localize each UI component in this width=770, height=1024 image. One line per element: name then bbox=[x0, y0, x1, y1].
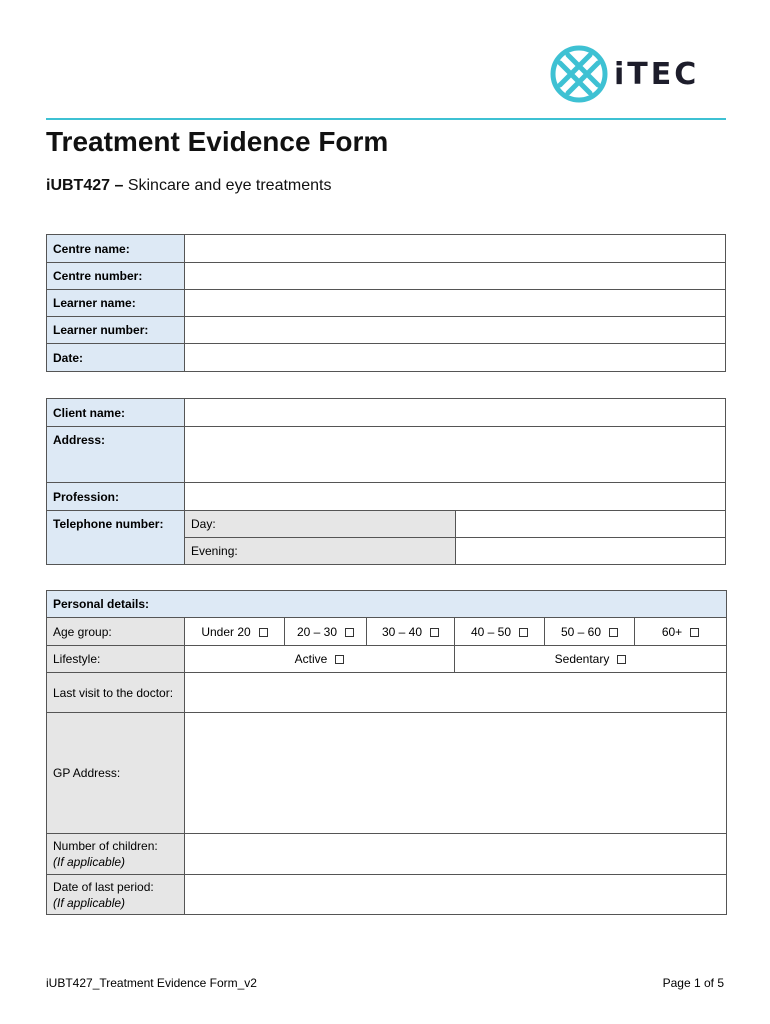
gp-address-label: GP Address: bbox=[47, 713, 185, 834]
centre-number-field[interactable] bbox=[185, 263, 726, 290]
age-label: 40 – 50 bbox=[470, 624, 512, 639]
unit-name: Skincare and eye treatments bbox=[127, 177, 332, 194]
age-label: Under 20 bbox=[201, 624, 251, 639]
telephone-label: Telephone number: bbox=[47, 511, 185, 565]
checkbox-icon[interactable] bbox=[259, 628, 268, 637]
age-option-under-20[interactable] bbox=[185, 618, 285, 646]
evening-label: Evening: bbox=[185, 538, 456, 565]
date-field[interactable] bbox=[185, 344, 726, 372]
centre-name-field[interactable] bbox=[185, 235, 726, 263]
profession-field[interactable] bbox=[185, 483, 726, 511]
learner-name-label: Learner name: bbox=[47, 290, 185, 317]
children-label-cell bbox=[47, 834, 185, 875]
day-phone-field[interactable] bbox=[455, 511, 726, 538]
client-name-field[interactable] bbox=[185, 399, 726, 427]
address-label: Address: bbox=[47, 427, 185, 483]
active-label: Active bbox=[294, 652, 328, 666]
checkbox-icon[interactable] bbox=[690, 628, 699, 637]
age-option-20-30[interactable] bbox=[285, 618, 367, 646]
lifestyle-option-active[interactable] bbox=[185, 646, 455, 673]
last-period-label-cell bbox=[47, 875, 185, 915]
client-details-table bbox=[46, 398, 726, 565]
checkbox-icon[interactable] bbox=[617, 655, 626, 664]
footer-page-number: Page 1 of 5 bbox=[662, 976, 724, 990]
lifestyle-label: Lifestyle: bbox=[47, 646, 185, 673]
client-name-label: Client name: bbox=[47, 399, 185, 427]
gp-address-field[interactable] bbox=[185, 713, 727, 834]
children-label: Number of children: bbox=[53, 839, 158, 853]
checkbox-icon[interactable] bbox=[430, 628, 439, 637]
age-label: 20 – 30 bbox=[296, 624, 338, 639]
age-label: 30 – 40 bbox=[381, 624, 423, 639]
children-field[interactable] bbox=[185, 834, 727, 875]
learner-name-field[interactable] bbox=[185, 290, 726, 317]
centre-details-table bbox=[46, 234, 726, 372]
age-group-label: Age group: bbox=[47, 618, 185, 646]
last-period-label: Date of last period: bbox=[53, 879, 154, 894]
last-visit-field[interactable] bbox=[185, 673, 727, 713]
children-note: (If applicable) bbox=[53, 855, 126, 869]
itec-logo bbox=[548, 42, 728, 106]
footer-document-name: iUBT427_Treatment Evidence Form_v2 bbox=[46, 976, 257, 990]
last-period-field[interactable] bbox=[185, 875, 727, 915]
evening-phone-field[interactable] bbox=[455, 538, 726, 565]
age-label: 60+ bbox=[661, 624, 683, 639]
date-label: Date: bbox=[47, 344, 185, 372]
learner-number-field[interactable] bbox=[185, 317, 726, 344]
age-label: 50 – 60 bbox=[560, 624, 602, 639]
checkbox-icon[interactable] bbox=[609, 628, 618, 637]
age-option-40-50[interactable] bbox=[455, 618, 545, 646]
day-label: Day: bbox=[185, 511, 456, 538]
logo-text: iTEC bbox=[614, 56, 700, 92]
centre-number-label: Centre number: bbox=[47, 263, 185, 290]
centre-name-label: Centre name: bbox=[47, 235, 185, 263]
checkbox-icon[interactable] bbox=[335, 655, 344, 664]
checkbox-icon[interactable] bbox=[519, 628, 528, 637]
header-rule bbox=[46, 118, 726, 120]
last-period-note: (If applicable) bbox=[53, 895, 126, 910]
personal-details-table bbox=[46, 590, 727, 915]
itec-globe-icon bbox=[548, 43, 610, 105]
last-visit-label: Last visit to the doctor: bbox=[47, 673, 185, 713]
age-option-30-40[interactable] bbox=[367, 618, 455, 646]
unit-code: iUBT427 – bbox=[46, 177, 124, 194]
personal-details-header: Personal details: bbox=[47, 591, 727, 618]
age-option-60-plus[interactable] bbox=[635, 618, 727, 646]
page-subtitle bbox=[46, 177, 332, 195]
learner-number-label: Learner number: bbox=[47, 317, 185, 344]
checkbox-icon[interactable] bbox=[345, 628, 354, 637]
profession-label: Profession: bbox=[47, 483, 185, 511]
page-title: Treatment Evidence Form bbox=[46, 126, 389, 157]
age-option-50-60[interactable] bbox=[545, 618, 635, 646]
sedentary-label: Sedentary bbox=[554, 652, 610, 666]
lifestyle-option-sedentary[interactable] bbox=[455, 646, 727, 673]
address-field[interactable] bbox=[185, 427, 726, 483]
